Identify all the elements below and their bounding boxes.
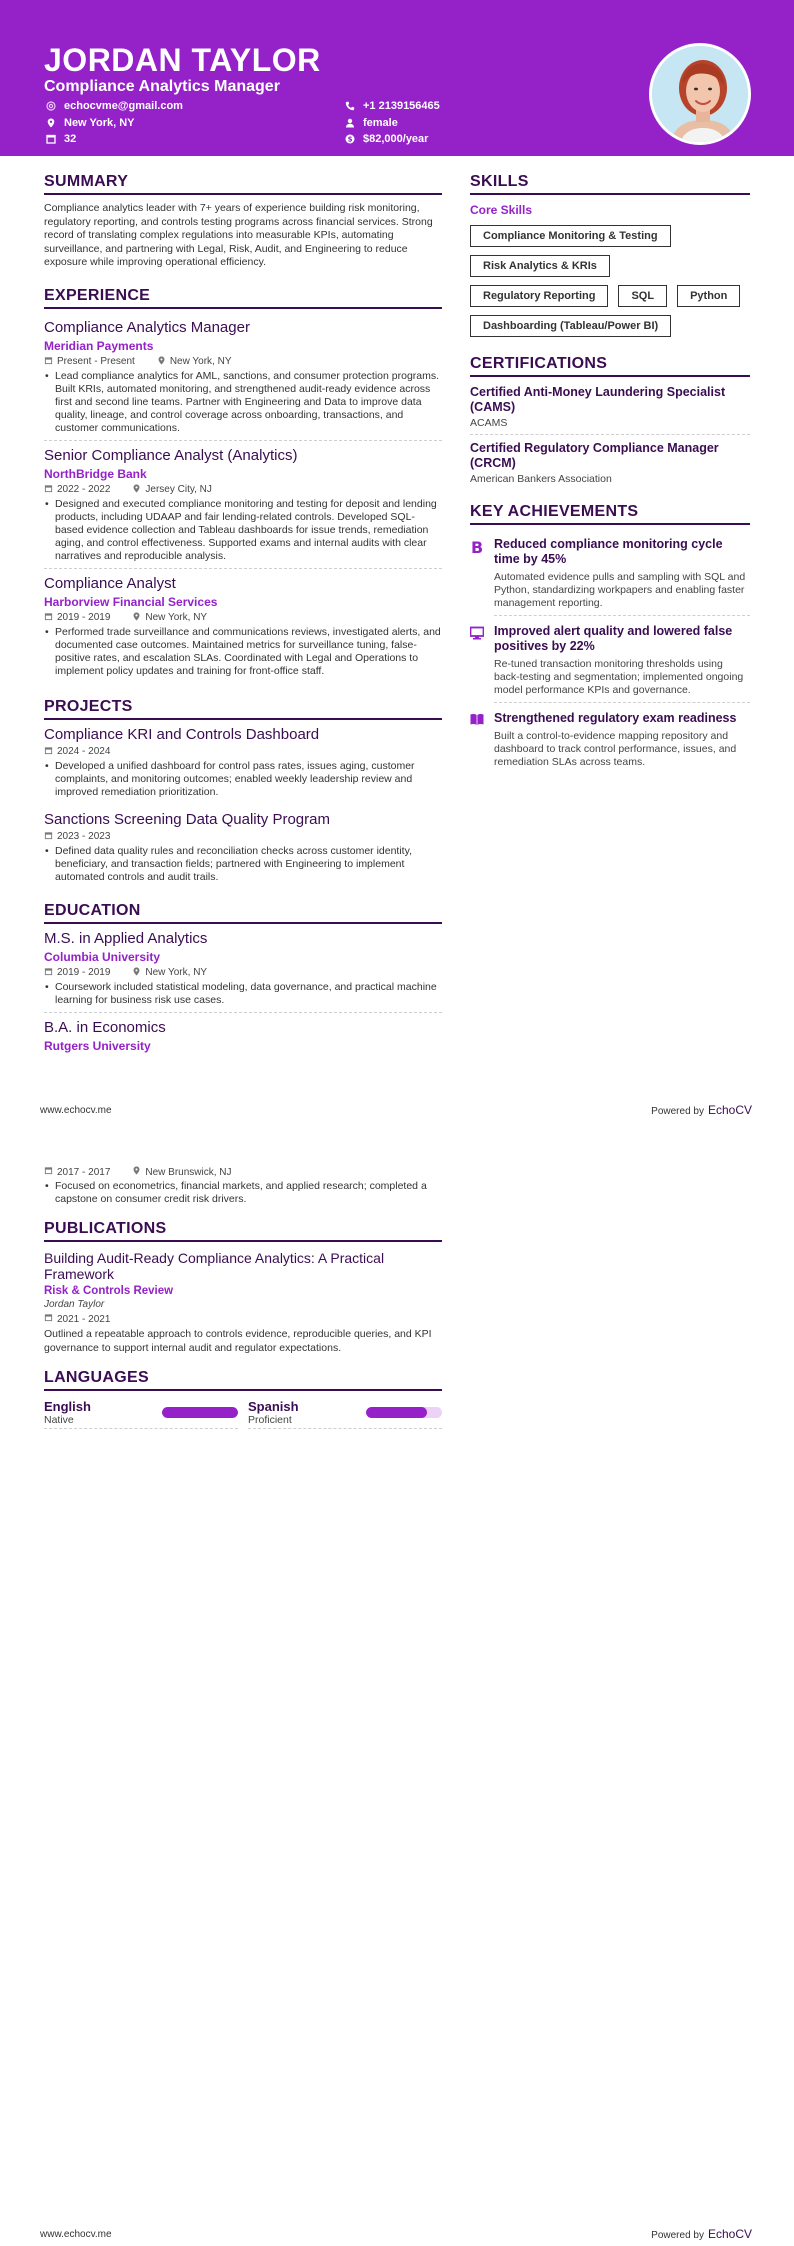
book-icon	[470, 713, 484, 769]
contact-email[interactable]	[46, 100, 183, 112]
school-name: Columbia University	[44, 949, 161, 964]
education-dates: 2017 - 2017	[57, 1166, 111, 1178]
gender-text: female	[363, 117, 398, 129]
skill-chip: Python	[677, 285, 740, 307]
experience-heading: EXPERIENCE	[44, 287, 442, 309]
achievement-item	[470, 624, 750, 703]
job-location: New York, NY	[145, 612, 208, 623]
degree-name: B.A. in Economics	[44, 1018, 166, 1036]
education-description: • Focused on econometrics, financial markets, and applied research; completed a capstone on consumer credit risk drivers.	[44, 1180, 442, 1206]
achievement-description: Automated evidence pulls and sampling with SQL and Python, standardizing workpapers and enabling faster management reporting.	[494, 571, 746, 609]
project-name: Sanctions Screening Data Quality Program	[44, 810, 330, 828]
experience-item	[44, 319, 442, 441]
profile-photo	[649, 43, 751, 145]
publication-item	[44, 1250, 442, 1355]
company-name: NorthBridge Bank	[44, 466, 147, 481]
candidate-name: JORDAN TAYLOR	[44, 42, 321, 78]
language-level: Native	[44, 1414, 74, 1426]
job-meta	[44, 612, 442, 624]
project-item	[44, 726, 442, 799]
education-location: New York, NY	[145, 967, 208, 978]
calendar-icon	[44, 746, 53, 758]
project-meta	[44, 831, 442, 843]
svg-text:B: B	[471, 539, 484, 555]
certifications-heading: CERTIFICATIONS	[470, 355, 750, 377]
school-name: Rutgers University	[44, 1038, 151, 1053]
job-dates: Present - Present	[57, 356, 135, 367]
certification-name: Certified Regulatory Compliance Manager (CRCM)	[470, 441, 719, 470]
location-pin-icon	[132, 1166, 141, 1178]
publication-title: Building Audit-Ready Compliance Analytics: A Practical Framework	[44, 1250, 385, 1282]
left-column	[44, 173, 442, 1053]
job-description: • Lead compliance analytics for AML, sanctions, and consumer protection programs. Built KRIs, automated monitoring, and strengthened audit-ready evidence across first and second line teams. Partner with Engineering and Data to improve data quality, lineage, and control coverage across onboarding, transactions, and customer communications.	[44, 370, 442, 435]
job-dates: 2022 - 2022	[57, 484, 111, 495]
project-dates: 2023 - 2023	[57, 831, 111, 842]
calendar-icon	[44, 484, 53, 496]
education-item	[44, 1019, 442, 1053]
job-title: Compliance Analyst	[44, 574, 176, 592]
achievement-description: Built a control-to-evidence mapping repository and dashboard to track control performance, issues, and remediation SLAs across teams.	[494, 730, 737, 768]
svg-text:$: $	[347, 135, 353, 144]
skill-chip: SQL	[618, 285, 667, 307]
calendar-icon	[44, 967, 53, 979]
job-location: Jersey City, NJ	[145, 484, 212, 495]
publication-dates: 2021 - 2021	[57, 1313, 111, 1325]
company-name: Meridian Payments	[44, 338, 154, 353]
project-name: Compliance KRI and Controls Dashboard	[44, 725, 320, 743]
language-proficiency-bar	[366, 1407, 442, 1418]
skill-chip: Compliance Monitoring & Testing	[470, 225, 671, 247]
proficiency-fill	[162, 1407, 238, 1418]
location-pin-icon	[132, 612, 141, 624]
resume-header	[0, 0, 794, 156]
job-dates: 2019 - 2019	[57, 612, 111, 623]
project-description: • Defined data quality rules and reconciliation checks across customer identity, beneficiary, and transaction fields; partnered with Engineering to implement automated controls and audit trails.	[44, 845, 442, 884]
location-text: New York, NY	[64, 117, 135, 129]
job-description: • Designed and executed compliance monitoring and testing for deposit and lending products, including UDAAP and fair lending-related controls. Developed SQL-based evidence collection and Tableau dashboards for issue trends, remediation aging, and control effectiveness. Supported exams and internal audits with clear narratives and reproducible analysis.	[44, 498, 442, 563]
candidate-role: Compliance Analytics Manager	[44, 78, 280, 95]
job-location: New York, NY	[169, 356, 232, 367]
achievement-description: Re-tuned transaction monitoring thresholds using back-testing and segmentation; implemented ongoing model performance KPIs and governance.	[494, 658, 744, 696]
publication-description: Outlined a repeatable approach to controls evidence, reproducible queries, and KPI governance to support internal audit and regulator expectations.	[44, 1328, 432, 1354]
achievement-item	[470, 537, 750, 616]
powered-by-text: Powered by	[651, 2230, 704, 2241]
language-item	[44, 1399, 238, 1429]
person-icon	[345, 118, 355, 128]
location-pin-icon	[132, 484, 141, 496]
achievements-heading: KEY ACHIEVEMENTS	[470, 503, 750, 525]
education-heading: EDUCATION	[44, 902, 442, 924]
certification-org: ACAMS	[470, 417, 508, 429]
location-pin-icon	[157, 356, 166, 368]
location-pin-icon	[132, 967, 141, 979]
education-meta	[44, 967, 442, 979]
certification-item	[470, 441, 750, 485]
letter-b-icon	[470, 539, 484, 616]
company-name: Harborview Financial Services	[44, 594, 218, 609]
skill-chip: Risk Analytics & KRIs	[470, 255, 610, 277]
contact-location	[46, 117, 135, 129]
degree-name: M.S. in Applied Analytics	[44, 929, 208, 947]
email-text: echocvme@gmail.com	[64, 100, 183, 112]
experience-item	[44, 575, 442, 678]
certification-name: Certified Anti-Money Laundering Specialist (CAMS)	[470, 385, 726, 414]
footer-powered	[651, 1103, 752, 1117]
skill-chip: Dashboarding (Tableau/Power BI)	[470, 315, 671, 337]
skill-chip: Regulatory Reporting	[470, 285, 608, 307]
project-meta	[44, 746, 442, 758]
monitor-icon	[470, 626, 484, 703]
job-meta	[44, 356, 442, 368]
job-title: Senior Compliance Analyst (Analytics)	[44, 446, 298, 464]
money-icon	[345, 134, 355, 144]
phone-icon	[345, 101, 355, 111]
powered-by-text: Powered by	[651, 1106, 704, 1117]
certification-item	[470, 385, 750, 435]
education-meta	[44, 1166, 442, 1178]
resume-page-2	[0, 1123, 794, 2246]
calendar-icon	[44, 356, 53, 368]
languages-list	[44, 1399, 442, 1429]
calendar-icon	[44, 1313, 53, 1325]
summary-text: Compliance analytics leader with 7+ years of experience building risk monitoring, regulatory reporting, and controls testing programs across financial services. Strong record of translating complex regulations into measurable KPIs, automating surveillance, and partnering with Legal, Risk, Audit, and Engineering to reduce exposure while improving operational efficiency.	[44, 202, 433, 268]
publications-heading: PUBLICATIONS	[44, 1220, 442, 1242]
calendar-icon	[46, 134, 56, 144]
proficiency-fill	[366, 1407, 427, 1418]
publication-meta	[44, 1313, 442, 1325]
footer-powered	[651, 2227, 752, 2241]
job-description: • Performed trade surveillance and communications reviews, investigated alerts, and documented case outcomes. Maintained metrics for surveillance tuning, false-positive rates, and escalation SLAs. Coordinated with Legal and Operations to implement policy updates and training for front-office staff.	[44, 626, 442, 678]
education-description: • Coursework included statistical modeling, data governance, and practical machine learning for business risk use cases.	[44, 981, 442, 1007]
project-description: • Developed a unified dashboard for control pass rates, issues aging, customer complaints, and monitoring outcomes; enabled weekly leadership review and improved remediation prioritization.	[44, 760, 442, 799]
skills-subheading: Core Skills	[470, 203, 533, 217]
phone-text: +1 2139156465	[363, 100, 440, 112]
language-item	[248, 1399, 442, 1429]
skills-list	[470, 225, 750, 337]
calendar-icon	[44, 1166, 53, 1178]
left-column-continued	[44, 1163, 442, 1429]
achievement-title: Strengthened regulatory exam readiness	[494, 711, 737, 725]
brand-logo: EchoCV	[707, 2227, 752, 2241]
publication-venue: Risk & Controls Review	[44, 1285, 174, 1297]
project-item	[44, 811, 442, 884]
achievement-title: Improved alert quality and lowered false positives by 22%	[494, 624, 733, 653]
projects-heading: PROJECTS	[44, 698, 442, 720]
certification-org: American Bankers Association	[470, 473, 612, 485]
job-meta	[44, 484, 442, 496]
job-title: Compliance Analytics Manager	[44, 318, 250, 336]
summary-heading: SUMMARY	[44, 173, 442, 195]
salary-text: $82,000/year	[363, 133, 429, 145]
footer-website[interactable]: www.echocv.me	[40, 2229, 112, 2240]
contact-age	[46, 133, 76, 145]
experience-item	[44, 447, 442, 569]
project-dates: 2024 - 2024	[57, 746, 111, 757]
age-text: 32	[64, 133, 77, 145]
languages-heading: LANGUAGES	[44, 1369, 442, 1391]
achievement-item	[470, 711, 750, 769]
at-icon	[46, 101, 56, 111]
contact-gender	[345, 117, 398, 129]
achievement-title: Reduced compliance monitoring cycle time by 45%	[494, 537, 723, 566]
contact-phone[interactable]	[345, 100, 440, 112]
language-name: Spanish	[248, 1399, 299, 1414]
calendar-icon	[44, 831, 53, 843]
education-item	[44, 930, 442, 1013]
education-location: New Brunswick, NJ	[145, 1166, 232, 1178]
location-pin-icon	[46, 118, 56, 128]
footer-website[interactable]: www.echocv.me	[40, 1105, 112, 1116]
skills-heading: SKILLS	[470, 173, 750, 195]
right-column	[470, 173, 750, 769]
publication-author: Jordan Taylor	[44, 1299, 105, 1310]
language-level: Proficient	[248, 1414, 292, 1426]
brand-logo: EchoCV	[707, 1103, 752, 1117]
contact-salary	[345, 133, 428, 145]
calendar-icon	[44, 612, 53, 624]
language-name: English	[44, 1399, 91, 1414]
language-proficiency-bar	[162, 1407, 238, 1418]
education-dates: 2019 - 2019	[57, 967, 111, 978]
